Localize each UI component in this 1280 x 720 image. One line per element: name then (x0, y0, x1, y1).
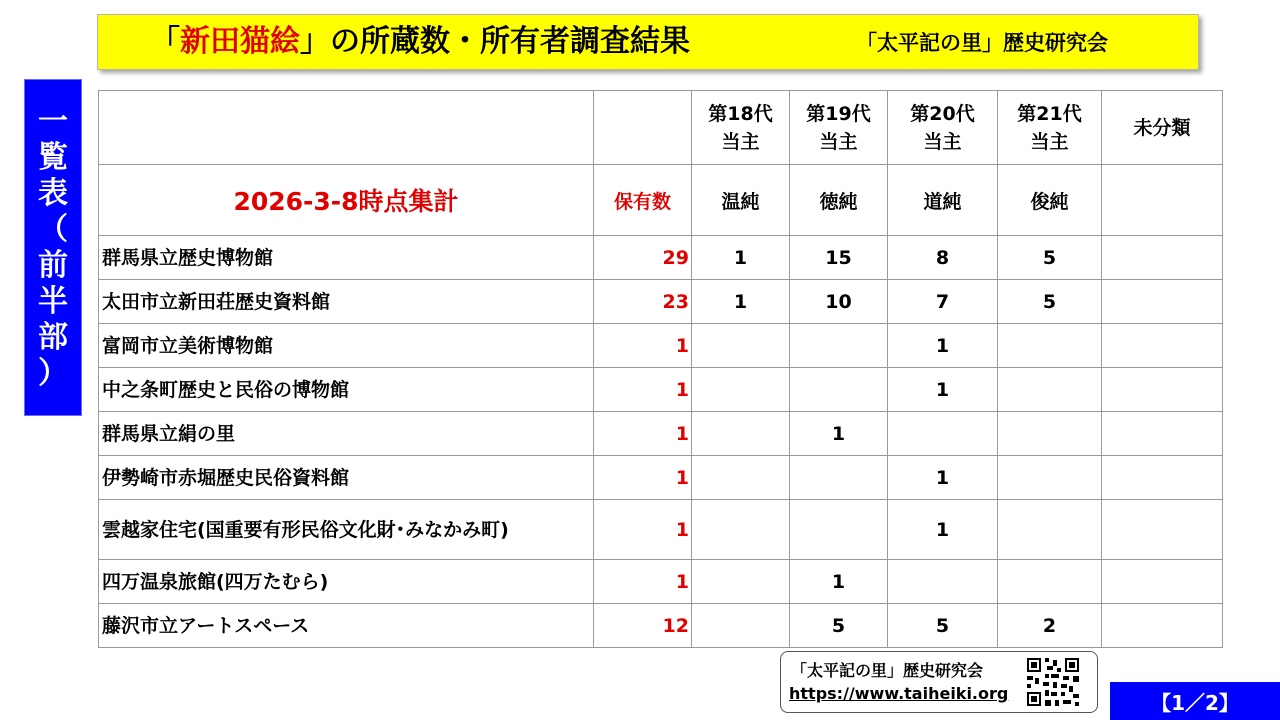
gen19-count: 5 (790, 604, 888, 648)
table-row (99, 324, 1223, 368)
side-label (24, 79, 82, 416)
gen20-count: 1 (888, 500, 998, 560)
header-row-generations (99, 91, 1223, 165)
gen18-count: 1 (692, 236, 790, 280)
institution-name: 四万温泉旅館(四万たむら) (99, 560, 594, 604)
banner-organization: 「太平記の里」歴史研究会 (856, 31, 1108, 55)
holding-count: 1 (594, 324, 692, 368)
gen21-count: 2 (998, 604, 1102, 648)
institution-name: 富岡市立美術博物館 (99, 324, 594, 368)
gen19-count: 1 (790, 560, 888, 604)
gen21-count: 5 (998, 236, 1102, 280)
qr-code-icon[interactable] (1025, 656, 1081, 708)
gen19-count (790, 500, 888, 560)
unclassified-count (1102, 236, 1223, 280)
institution-name: 群馬県立歴史博物館 (99, 236, 594, 280)
gen20-count: 7 (888, 280, 998, 324)
footer-info-box (780, 651, 1098, 713)
empty-header-cell (1102, 165, 1223, 236)
lord-name: 徳純 (790, 165, 888, 236)
table-row (99, 368, 1223, 412)
gen19-count (790, 324, 888, 368)
gen18-count (692, 456, 790, 500)
gen18-count (692, 368, 790, 412)
gen20-count: 8 (888, 236, 998, 280)
side-label-char: 覧 (38, 139, 68, 175)
gen20-count: 1 (888, 368, 998, 412)
gen21-count: 5 (998, 280, 1102, 324)
gen20-count: 5 (888, 604, 998, 648)
header-row-lords (99, 165, 1223, 236)
gen21-count (998, 560, 1102, 604)
tally-date-label: 2026-3-8時点集計 (99, 165, 594, 236)
footer-organization: 「太平記の里」歴史研究会 (791, 661, 984, 680)
header-gen18: 第18代 当主 (692, 91, 790, 165)
gen21-count (998, 456, 1102, 500)
lord-name: 道純 (888, 165, 998, 236)
gen18-count: 1 (692, 280, 790, 324)
holdings-table (98, 90, 1223, 648)
institution-name: 太田市立新田荘歴史資料館 (99, 280, 594, 324)
holding-count: 1 (594, 560, 692, 604)
header-gen21: 第21代 当主 (998, 91, 1102, 165)
gen21-count (998, 324, 1102, 368)
unclassified-count (1102, 456, 1223, 500)
side-label-char: 前 (38, 247, 68, 283)
holding-count: 1 (594, 412, 692, 456)
table-row (99, 280, 1223, 324)
holding-count: 23 (594, 280, 692, 324)
institution-name: 伊勢崎市赤堀歴史民俗資料館 (99, 456, 594, 500)
gen18-count (692, 324, 790, 368)
header-gen19: 第19代 当主 (790, 91, 888, 165)
gen20-count (888, 560, 998, 604)
side-label-char: （ (38, 211, 68, 247)
side-label-char: 半 (38, 283, 68, 319)
gen20-count: 1 (888, 456, 998, 500)
empty-header-cell (99, 91, 594, 165)
unclassified-count (1102, 500, 1223, 560)
holding-count: 1 (594, 456, 692, 500)
gen20-count: 1 (888, 324, 998, 368)
gen18-count (692, 604, 790, 648)
gen19-count: 1 (790, 412, 888, 456)
gen19-count (790, 368, 888, 412)
gen19-count: 10 (790, 280, 888, 324)
side-label-char: 一 (38, 103, 68, 139)
unclassified-count (1102, 604, 1223, 648)
gen21-count (998, 368, 1102, 412)
gen19-count (790, 456, 888, 500)
header-gen20: 第20代 当主 (888, 91, 998, 165)
table-row (99, 456, 1223, 500)
unclassified-count (1102, 368, 1223, 412)
lord-name: 温純 (692, 165, 790, 236)
unclassified-count (1102, 412, 1223, 456)
unclassified-count (1102, 280, 1223, 324)
table-row (99, 412, 1223, 456)
gen19-count: 15 (790, 236, 888, 280)
unclassified-count (1102, 324, 1223, 368)
website-link[interactable]: https://www.taiheiki.org (789, 684, 1009, 703)
holding-count: 29 (594, 236, 692, 280)
holding-count-header: 保有数 (594, 165, 692, 236)
table-row (99, 604, 1223, 648)
title-banner (97, 14, 1199, 70)
gen21-count (998, 412, 1102, 456)
gen20-count (888, 412, 998, 456)
unclassified-count (1102, 560, 1223, 604)
gen18-count (692, 560, 790, 604)
header-unclassified: 未分類 (1102, 91, 1223, 165)
gen18-count (692, 500, 790, 560)
holding-count: 1 (594, 500, 692, 560)
table-row (99, 236, 1223, 280)
gen18-count (692, 412, 790, 456)
title-subject: 新田猫絵 (180, 24, 300, 59)
table-row (99, 500, 1223, 560)
institution-name: 雲越家住宅(国重要有形民俗文化財･みなかみ町) (99, 500, 594, 560)
side-label-char: 表 (38, 175, 68, 211)
side-label-char: ） (38, 355, 68, 391)
holding-count: 12 (594, 604, 692, 648)
page-title: 「新田猫絵」の所蔵数・所有者調査結果 (150, 24, 690, 59)
empty-header-cell (594, 91, 692, 165)
institution-name: 中之条町歴史と民俗の博物館 (99, 368, 594, 412)
side-label-char: 部 (38, 319, 68, 355)
page-indicator: 【1／2】 (1110, 682, 1280, 720)
lord-name: 俊純 (998, 165, 1102, 236)
institution-name: 藤沢市立アートスペース (99, 604, 594, 648)
holding-count: 1 (594, 368, 692, 412)
institution-name: 群馬県立絹の里 (99, 412, 594, 456)
table-row (99, 560, 1223, 604)
gen21-count (998, 500, 1102, 560)
